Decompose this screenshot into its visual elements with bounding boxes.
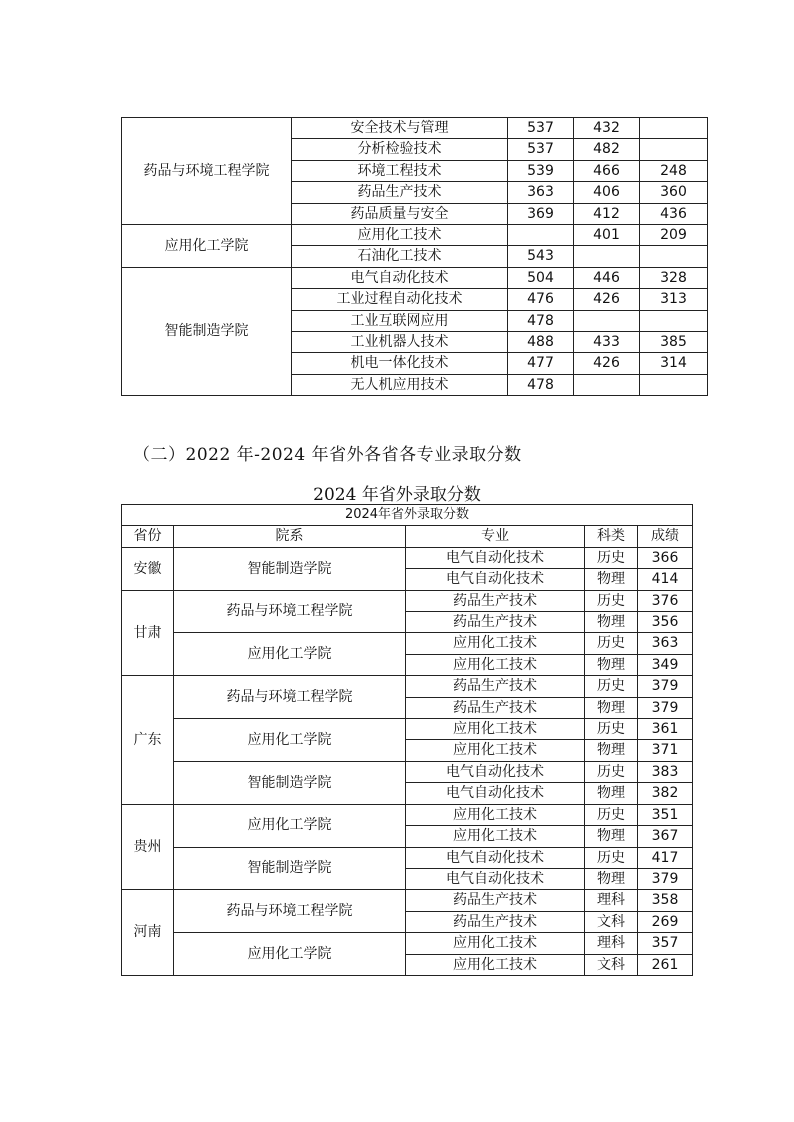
score-cell: 379 (638, 868, 693, 889)
score-cell: 248 (640, 160, 708, 181)
score-cell: 426 (574, 353, 640, 374)
score-cell: 432 (574, 118, 640, 139)
score-cell (640, 139, 708, 160)
major-cell: 分析检验技术 (292, 139, 508, 160)
score-cell: 476 (508, 289, 574, 310)
score-cell: 433 (574, 332, 640, 353)
province-cell: 广东 (122, 676, 174, 804)
province-cell: 贵州 (122, 804, 174, 890)
major-cell: 药品生产技术 (406, 911, 585, 932)
major-cell: 应用化工技术 (292, 225, 508, 246)
province-cell: 河南 (122, 890, 174, 976)
subject-cell: 历史 (585, 633, 638, 654)
college-cell: 药品与环境工程学院 (174, 676, 406, 719)
subject-cell: 历史 (585, 676, 638, 697)
table-row (122, 676, 693, 697)
score-cell: 478 (508, 374, 574, 395)
score-cell: 417 (638, 847, 693, 868)
subject-cell: 历史 (585, 847, 638, 868)
table-row (122, 847, 693, 868)
score-cell: 383 (638, 761, 693, 782)
major-cell: 电气自动化技术 (406, 569, 585, 590)
score-cell (640, 246, 708, 267)
major-cell: 环境工程技术 (292, 160, 508, 181)
major-cell: 药品生产技术 (406, 590, 585, 611)
major-cell: 电气自动化技术 (406, 761, 585, 782)
score-cell: 357 (638, 933, 693, 954)
province-cell: 安徽 (122, 547, 174, 590)
major-cell: 药品生产技术 (406, 612, 585, 633)
subject-cell: 理科 (585, 890, 638, 911)
score-cell (640, 310, 708, 331)
subject-cell: 历史 (585, 719, 638, 740)
score-cell: 261 (638, 954, 693, 975)
major-cell: 石油化工技术 (292, 246, 508, 267)
score-cell: 382 (638, 783, 693, 804)
score-cell: 269 (638, 911, 693, 932)
score-cell (640, 374, 708, 395)
score-cell: 379 (638, 676, 693, 697)
score-cell: 361 (638, 719, 693, 740)
subject-cell: 历史 (585, 761, 638, 782)
score-cell (574, 310, 640, 331)
score-cell: 328 (640, 267, 708, 288)
score-cell: 488 (508, 332, 574, 353)
subject-cell: 物理 (585, 697, 638, 718)
score-cell: 478 (508, 310, 574, 331)
out-of-province-score-body (122, 547, 693, 975)
major-cell: 药品生产技术 (406, 890, 585, 911)
in-province-score-table (121, 117, 708, 396)
college-cell: 药品与环境工程学院 (122, 118, 292, 225)
table-row (122, 890, 693, 911)
major-cell: 应用化工技术 (406, 954, 585, 975)
table-row (122, 633, 693, 654)
score-cell (640, 118, 708, 139)
score-cell: 313 (640, 289, 708, 310)
college-cell: 智能制造学院 (122, 267, 292, 395)
major-cell: 应用化工技术 (406, 633, 585, 654)
subject-cell: 历史 (585, 590, 638, 611)
college-cell: 应用化工学院 (174, 633, 406, 676)
header-row (122, 526, 693, 547)
major-cell: 工业过程自动化技术 (292, 289, 508, 310)
out-of-province-score-head (122, 505, 693, 548)
table-row (122, 804, 693, 825)
table-row (122, 933, 693, 954)
major-cell: 应用化工技术 (406, 740, 585, 761)
college-cell: 应用化工学院 (174, 804, 406, 847)
section-heading: （二）2022 年-2024 年省外各省各专业录取分数 (133, 445, 522, 465)
score-cell: 358 (638, 890, 693, 911)
score-cell: 537 (508, 139, 574, 160)
score-cell: 414 (638, 569, 693, 590)
province-cell: 甘肃 (122, 590, 174, 676)
subject-cell: 历史 (585, 804, 638, 825)
college-cell: 应用化工学院 (174, 933, 406, 976)
score-cell: 539 (508, 160, 574, 181)
header-province: 省份 (122, 526, 174, 547)
score-cell: 412 (574, 203, 640, 224)
college-cell: 应用化工学院 (174, 719, 406, 762)
college-cell: 药品与环境工程学院 (174, 890, 406, 933)
major-cell: 药品质量与安全 (292, 203, 508, 224)
score-cell: 366 (638, 547, 693, 568)
score-cell: 482 (574, 139, 640, 160)
subject-cell: 物理 (585, 826, 638, 847)
major-cell: 应用化工技术 (406, 654, 585, 675)
major-cell: 电气自动化技术 (406, 783, 585, 804)
major-cell: 机电一体化技术 (292, 353, 508, 374)
table-row (122, 267, 708, 288)
subject-cell: 文科 (585, 954, 638, 975)
score-cell: 401 (574, 225, 640, 246)
college-cell: 智能制造学院 (174, 847, 406, 890)
score-cell: 369 (508, 203, 574, 224)
college-cell: 智能制造学院 (174, 547, 406, 590)
score-cell: 351 (638, 804, 693, 825)
out-of-province-score-table (121, 504, 693, 976)
table-caption: 2024 年省外录取分数 (313, 485, 481, 505)
major-cell: 应用化工技术 (406, 933, 585, 954)
score-cell: 367 (638, 826, 693, 847)
subject-cell: 物理 (585, 783, 638, 804)
subject-cell: 历史 (585, 547, 638, 568)
major-cell: 电气自动化技术 (406, 868, 585, 889)
major-cell: 电气自动化技术 (406, 847, 585, 868)
score-cell: 537 (508, 118, 574, 139)
score-cell: 349 (638, 654, 693, 675)
major-cell: 工业互联网应用 (292, 310, 508, 331)
header-major: 专业 (406, 526, 585, 547)
score-cell: 426 (574, 289, 640, 310)
major-cell: 应用化工技术 (406, 804, 585, 825)
major-cell: 电气自动化技术 (406, 547, 585, 568)
in-province-score-body (122, 118, 708, 396)
header-score: 成绩 (638, 526, 693, 547)
score-cell: 379 (638, 697, 693, 718)
subject-cell: 文科 (585, 911, 638, 932)
score-cell: 371 (638, 740, 693, 761)
header-college: 院系 (174, 526, 406, 547)
table-row (122, 590, 693, 611)
score-cell: 406 (574, 182, 640, 203)
score-cell: 209 (640, 225, 708, 246)
major-cell: 药品生产技术 (406, 697, 585, 718)
score-cell: 543 (508, 246, 574, 267)
score-cell (574, 374, 640, 395)
college-cell: 智能制造学院 (174, 761, 406, 804)
table-row (122, 761, 693, 782)
score-cell: 363 (638, 633, 693, 654)
major-cell: 安全技术与管理 (292, 118, 508, 139)
college-cell: 应用化工学院 (122, 225, 292, 268)
major-cell: 工业机器人技术 (292, 332, 508, 353)
table-row (122, 118, 708, 139)
score-cell: 314 (640, 353, 708, 374)
score-cell: 504 (508, 267, 574, 288)
score-cell: 360 (640, 182, 708, 203)
table-row (122, 225, 708, 246)
score-cell: 385 (640, 332, 708, 353)
major-cell: 应用化工技术 (406, 826, 585, 847)
major-cell: 药品生产技术 (292, 182, 508, 203)
table-row (122, 547, 693, 568)
subject-cell: 物理 (585, 654, 638, 675)
subject-cell: 物理 (585, 612, 638, 633)
header-subject: 科类 (585, 526, 638, 547)
major-cell: 电气自动化技术 (292, 267, 508, 288)
college-cell: 药品与环境工程学院 (174, 590, 406, 633)
score-cell (574, 246, 640, 267)
score-cell: 363 (508, 182, 574, 203)
major-cell: 无人机应用技术 (292, 374, 508, 395)
table-row (122, 719, 693, 740)
major-cell: 药品生产技术 (406, 676, 585, 697)
subject-cell: 物理 (585, 569, 638, 590)
score-cell: 446 (574, 267, 640, 288)
score-cell (508, 225, 574, 246)
score-cell: 436 (640, 203, 708, 224)
score-cell: 376 (638, 590, 693, 611)
score-cell: 477 (508, 353, 574, 374)
major-cell: 应用化工技术 (406, 719, 585, 740)
subject-cell: 理科 (585, 933, 638, 954)
table-inner-caption: 2024年省外录取分数 (122, 505, 693, 526)
caption-row (122, 505, 693, 526)
subject-cell: 物理 (585, 868, 638, 889)
subject-cell: 物理 (585, 740, 638, 761)
score-cell: 356 (638, 612, 693, 633)
score-cell: 466 (574, 160, 640, 181)
